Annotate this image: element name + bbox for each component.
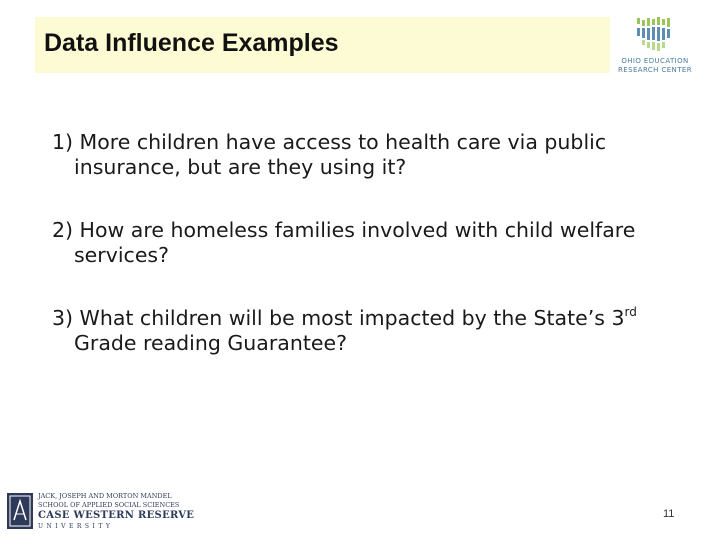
question-1 — [52, 130, 672, 180]
logo-bottom-line1: JACK, JOSEPH AND MORTON MANDEL — [38, 492, 172, 500]
ohio-map-logo-icon — [635, 16, 675, 54]
logo-bottom-line3: CASE WESTERN RESERVE — [38, 510, 195, 521]
question-2 — [52, 218, 672, 268]
slide-title: Data Influence Examples — [44, 29, 339, 57]
title-bar — [35, 17, 610, 73]
question-3-line1 — [52, 306, 672, 331]
question-3 — [52, 306, 672, 356]
case-western-mandel-school-logo — [6, 490, 195, 532]
question-1-line1: 1) More children have access to health care via public — [52, 130, 607, 154]
logo-text-line1: OHIO EDUCATION — [621, 57, 689, 65]
logo-bottom-line2: SCHOOL OF APPLIED SOCIAL SCIENCES — [38, 501, 180, 509]
question-3-line2: Grade reading Guarantee? — [74, 331, 347, 355]
question-2-line1: 2) How are homeless families involved with child welfare — [52, 218, 636, 242]
logo-text-line2: RESEARCH CENTER — [618, 66, 692, 74]
university-seal-icon — [6, 492, 34, 530]
page-number: 11 — [663, 508, 675, 520]
ordinal-superscript: rd — [624, 305, 637, 319]
question-2-line2: services? — [74, 243, 169, 267]
ohio-education-research-center-logo — [614, 16, 696, 78]
question-1-line2: insurance, but are they using it? — [74, 155, 407, 179]
question-3-line1-text: 3) What children will be most impacted by the State’s 3 — [52, 306, 625, 330]
logo-bottom-line4: UNIVERSITY — [38, 523, 114, 530]
